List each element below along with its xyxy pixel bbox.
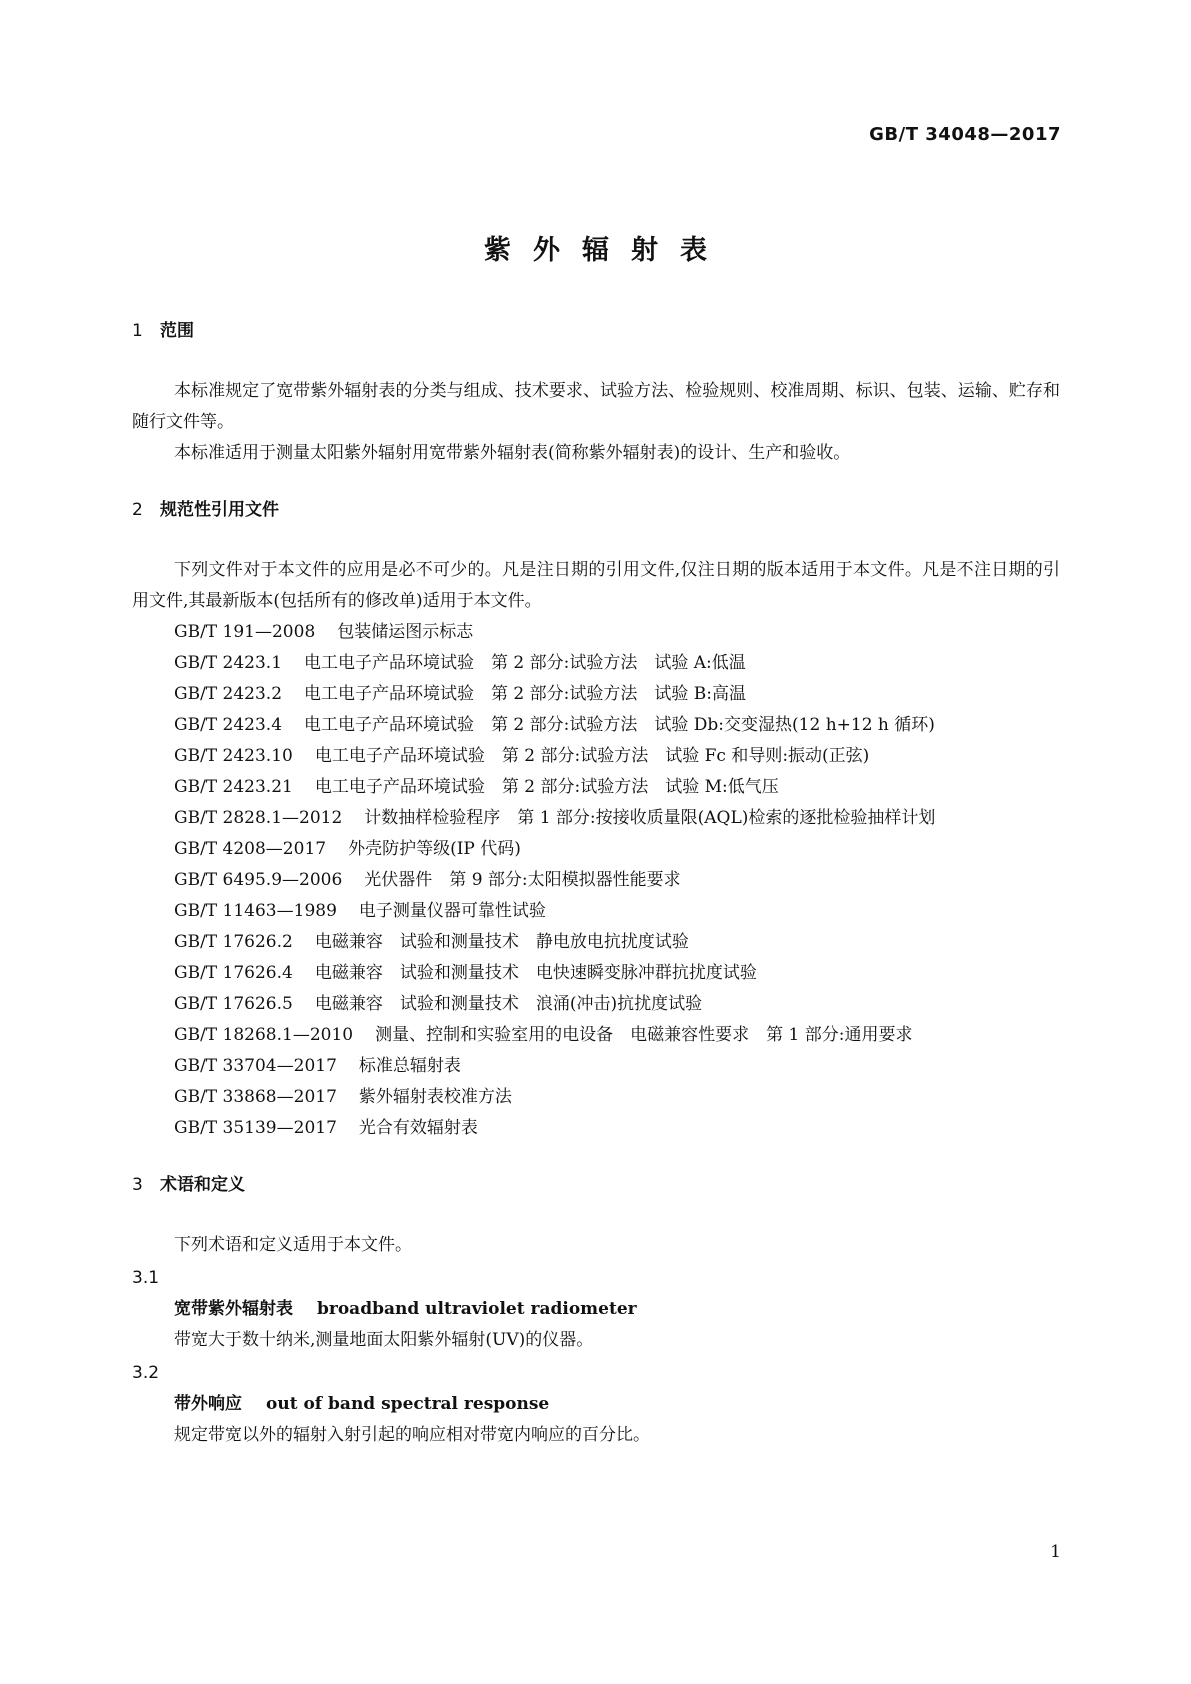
document-title: 紫外辐射表 — [484, 235, 729, 266]
reference-title: 测量、控制和实验室用的电设备 电磁兼容性要求 第 1 部分:通用要求 — [375, 1025, 913, 1045]
reference-title: 紫外辐射表校准方法 — [358, 1087, 512, 1107]
terms-intro: 下列术语和定义适用于本文件。 — [174, 1235, 412, 1255]
section-number: 3 — [132, 1175, 143, 1195]
reference-code: GB/T 11463—1989 — [174, 901, 337, 921]
section-heading-terms — [132, 1172, 1060, 1198]
reference-item — [132, 1051, 1060, 1082]
reference-item — [132, 865, 1060, 896]
standard-code: GB/T 34048—2017 — [869, 124, 1061, 145]
term-number: 3.1 — [132, 1268, 160, 1288]
term-name — [132, 1389, 1060, 1420]
reference-code: GB/T 33704—2017 — [174, 1056, 337, 1076]
reference-title: 标准总辐射表 — [358, 1056, 461, 1076]
reference-item — [132, 1020, 1060, 1051]
reference-item — [132, 1082, 1060, 1113]
reference-code: GB/T 35139—2017 — [174, 1118, 337, 1138]
term-definition: 规定带宽以外的辐射入射引起的响应相对带宽内响应的百分比。 — [174, 1425, 650, 1445]
section-title: 术语和定义 — [160, 1175, 245, 1195]
reference-code: GB/T 2423.2 — [174, 684, 283, 704]
reference-title: 光合有效辐射表 — [358, 1118, 478, 1138]
reference-item — [132, 927, 1060, 958]
reference-item — [132, 648, 1060, 679]
reference-title: 电磁兼容 试验和测量技术 静电放电抗扰度试验 — [314, 932, 689, 952]
reference-item — [132, 958, 1060, 989]
scope-paragraph: 本标准规定了宽带紫外辐射表的分类与组成、技术要求、试验方法、检验规则、校准周期、标识、包装、运输、贮存和随行文件等。 — [132, 381, 1060, 432]
reference-code: GB/T 191—2008 — [174, 622, 316, 642]
reference-item — [132, 679, 1060, 710]
reference-code: GB/T 2423.1 — [174, 653, 283, 673]
section-number: 1 — [132, 321, 143, 341]
reference-title: 电工电子产品环境试验 第 2 部分:试验方法 试验 A:低温 — [304, 653, 746, 673]
reference-item — [132, 741, 1060, 772]
reference-title: 电工电子产品环境试验 第 2 部分:试验方法 试验 Fc 和导则:振动(正弦) — [314, 746, 870, 766]
section-heading-normative-references — [132, 497, 1060, 523]
reference-item — [132, 710, 1060, 741]
reference-title: 电工电子产品环境试验 第 2 部分:试验方法 试验 B:高温 — [304, 684, 747, 704]
section-title: 范围 — [160, 321, 194, 341]
term-name-zh: 宽带紫外辐射表 — [174, 1299, 293, 1319]
page-number: 1 — [1050, 1542, 1061, 1562]
reference-title: 外壳防护等级(IP 代码) — [348, 839, 521, 859]
reference-title: 光伏器件 第 9 部分:太阳模拟器性能要求 — [364, 870, 681, 890]
reference-item — [132, 1113, 1060, 1144]
reference-title: 包装储运图示标志 — [337, 622, 474, 642]
references-intro: 下列文件对于本文件的应用是必不可少的。凡是注日期的引用文件,仅注日期的版本适用于本文件。凡是不注日期的引用文件,其最新版本(包括所有的修改单)适用于本文件。 — [132, 560, 1060, 611]
reference-list — [132, 617, 1060, 1144]
reference-code: GB/T 17626.2 — [174, 932, 293, 952]
term-entry — [132, 1263, 1060, 1356]
reference-code: GB/T 2828.1—2012 — [174, 808, 343, 828]
reference-item — [132, 834, 1060, 865]
reference-item — [132, 617, 1060, 648]
reference-code: GB/T 4208—2017 — [174, 839, 327, 859]
document-body — [132, 318, 1060, 1451]
reference-item — [132, 896, 1060, 927]
reference-title: 电子测量仪器可靠性试验 — [358, 901, 546, 921]
reference-title: 电工电子产品环境试验 第 2 部分:试验方法 试验 Db:交变湿热(12 h+12 h 循环) — [304, 715, 935, 735]
section-heading-scope — [132, 318, 1060, 344]
reference-item — [132, 803, 1060, 834]
term-name-en: broadband ultraviolet radiometer — [317, 1299, 637, 1319]
term-number: 3.2 — [132, 1363, 160, 1383]
reference-code: GB/T 2423.10 — [174, 746, 293, 766]
reference-title: 电磁兼容 试验和测量技术 电快速瞬变脉冲群抗扰度试验 — [314, 963, 757, 983]
reference-code: GB/T 17626.4 — [174, 963, 293, 983]
reference-title: 电磁兼容 试验和测量技术 浪涌(冲击)抗扰度试验 — [314, 994, 703, 1014]
term-name-en: out of band spectral response — [266, 1394, 550, 1414]
term-entry — [132, 1358, 1060, 1451]
reference-title: 电工电子产品环境试验 第 2 部分:试验方法 试验 M:低气压 — [314, 777, 779, 797]
reference-code: GB/T 33868—2017 — [174, 1087, 337, 1107]
scope-paragraph: 本标准适用于测量太阳紫外辐射用宽带紫外辐射表(简称紫外辐射表)的设计、生产和验收。 — [174, 443, 851, 463]
reference-code: GB/T 6495.9—2006 — [174, 870, 343, 890]
reference-item — [132, 989, 1060, 1020]
term-definition: 带宽大于数十纳米,测量地面太阳紫外辐射(UV)的仪器。 — [174, 1330, 594, 1350]
term-name-zh: 带外响应 — [174, 1394, 242, 1414]
reference-item — [132, 772, 1060, 803]
section-number: 2 — [132, 500, 143, 520]
reference-code: GB/T 2423.4 — [174, 715, 283, 735]
reference-code: GB/T 2423.21 — [174, 777, 293, 797]
section-title: 规范性引用文件 — [160, 500, 279, 520]
reference-title: 计数抽样检验程序 第 1 部分:按接收质量限(AQL)检索的逐批检验抽样计划 — [364, 808, 936, 828]
term-name — [132, 1294, 1060, 1325]
reference-code: GB/T 18268.1—2010 — [174, 1025, 354, 1045]
reference-code: GB/T 17626.5 — [174, 994, 293, 1014]
